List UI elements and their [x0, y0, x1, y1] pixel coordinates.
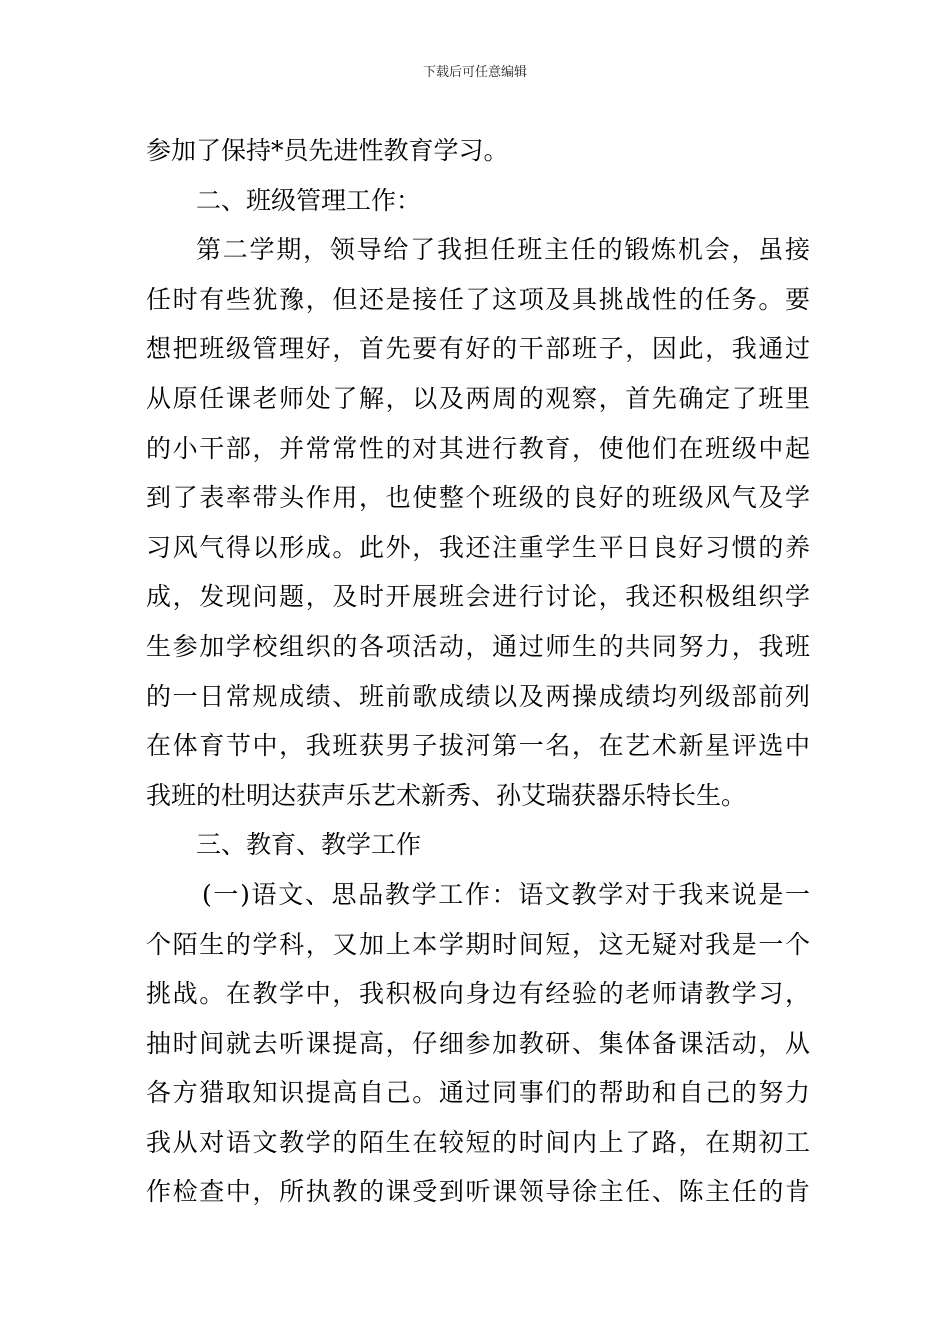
text-line: 各方猎取知识提高自己。通过同事们的帮助和自己的努力 [146, 1078, 810, 1108]
text-line: 的小干部，并常常性的对其进行教育，使他们在班级中起 [146, 433, 810, 463]
text-line: 到了表率带头作用，也使整个班级的良好的班级风气及学 [146, 483, 810, 513]
text-line: 抽时间就去听课提高，仔细参加教研、集体备课活动，从 [146, 1028, 810, 1058]
text-line: 的一日常规成绩、班前歌成绩以及两操成绩均列级部前列 [146, 681, 810, 711]
section-heading [146, 820, 810, 870]
text-line: 挑战。在教学中，我积极向身边有经验的老师请教学习， [146, 979, 810, 1009]
section-heading [146, 176, 810, 226]
page-header: 下载后可任意编辑 [422, 65, 527, 80]
text-line: 在体育节中，我班获男子拔河第一名，在艺术新星评选中 [146, 731, 810, 761]
text-line: 从原任课老师处了解，以及两周的观察，首先确定了班里 [146, 383, 810, 413]
text-line: 二、班级管理工作： [196, 185, 422, 215]
text-line: 第二学期，领导给了我担任班主任的锻炼机会，虽接 [196, 235, 810, 265]
text-line: 任时有些犹豫，但还是接任了这项及具挑战性的任务。要 [146, 284, 810, 314]
text-line: (一)语文、思品教学工作：语文教学对于我来说是一 [202, 879, 810, 909]
text-line: 作检查中，所执教的课受到听课领导徐主任、陈主任的肯 [146, 1177, 810, 1207]
paragraph [146, 870, 810, 1217]
text-line: 生参加学校组织的各项活动，通过师生的共同努力，我班 [146, 631, 810, 661]
text-line: 个陌生的学科，又加上本学期时间短，这无疑对我是一个 [146, 929, 810, 959]
text-line: 想把班级管理好，首先要有好的干部班子，因此，我通过 [146, 334, 810, 364]
paragraph [146, 225, 810, 820]
text-line: 三、教育、教学工作 [196, 830, 422, 860]
text-line: 习风气得以形成。此外，我还注重学生平日良好习惯的养 [146, 532, 810, 562]
text-line: 成，发现问题，及时开展班会进行讨论，我还积极组织学 [146, 582, 810, 612]
paragraph [146, 126, 810, 176]
text-line: 参加了保持*员先进性教育学习。 [146, 136, 509, 165]
text-line: 我从对语文教学的陌生在较短的时间内上了路，在期初工 [146, 1127, 810, 1157]
text-line: 我班的杜明达获声乐艺术新秀、孙艾瑞获器乐特长生。 [146, 780, 747, 810]
document-body [146, 126, 810, 1217]
